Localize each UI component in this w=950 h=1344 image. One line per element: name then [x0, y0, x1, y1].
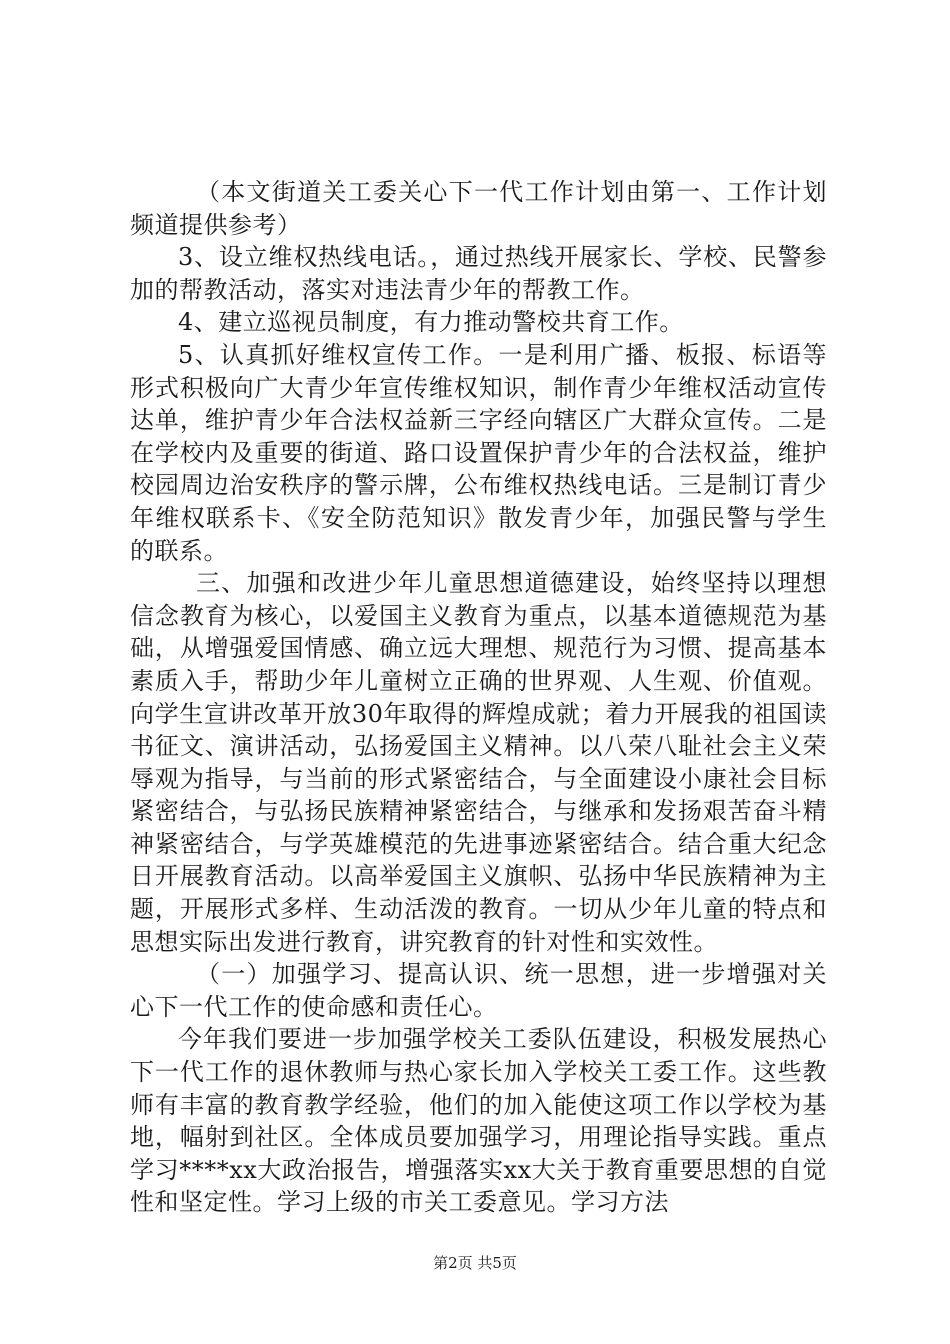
- paragraph-source-note: （本文街道关工委关心下一代工作计划由第一、工作计划频道提供参考）: [130, 178, 827, 239]
- paragraph-subsection-1: （一）加强学习、提高认识、统一思想，进一步增强对关心下一代工作的使命感和责任心。: [130, 960, 827, 1021]
- paragraph-item-5: 5、认真抓好维权宣传工作。一是利用广播、板报、标语等形式积极向广大青少年宣传维权知识，制作青少年维权活动宣传达单，维护青少年合法权益新三字经向辖区广大群众宣传。二是在学校内及重要的街道、路口设置保护青少年的合法权益，维护校园周边治安秩序的警示牌，公布维权热线电话。三是制订青少年维权联系卡、《安全防范知识》散发青少年，加强民警与学生的联系。: [130, 340, 827, 565]
- paragraph-section-3: 三、加强和改进少年儿童思想道德建设，始终坚持以理想信念教育为核心，以爱国主义教育为重点，以基本道德规范为基础，从增强爱国情感、确立远大理想、规范行为习惯、提高基本素质入手，帮助少年儿童树立正确的世界观、人生观、价值观。向学生宣讲改革开放30年取得的辉煌成就；着力开展我的祖国读书征文、演讲活动，弘扬爱国主义精神。以八荣八耻社会主义荣辱观为指导，与当前的形式紧密结合，与全面建设小康社会目标紧密结合，与弘扬民族精神紧密结合，与继承和发扬艰苦奋斗精神紧密结合，与学英雄模范的先进事迹紧密结合。结合重大纪念日开展教育活动。以高举爱国主义旗帜、弘扬中华民族精神为主题，开展形式多样、生动活泼的教育。一切从少年儿童的特点和思想实际出发进行教育，讲究教育的针对性和实效性。: [130, 569, 827, 956]
- page-number-footer: 第2页 共5页: [433, 1254, 517, 1272]
- paragraph-item-3: 3、设立维权热线电话。，通过热线开展家长、学校、民警参加的帮教活动，落实对违法青少年的帮教工作。: [130, 243, 827, 304]
- paragraph-item-4: 4、建立巡视员制度，有力推动警校共育工作。: [178, 308, 684, 337]
- document-body: [130, 176, 827, 1219]
- paragraph-study-plan: 今年我们要进一步加强学校关工委队伍建设，积极发展热心下一代工作的退休教师与热心家长加入学校关工委工作。这些教师有丰富的教育教学经验，他们的加入能使这项工作以学校为基地，幅射到社区。全体成员要加强学习，用理论指导实践。重点学习****xx大政治报告，增强落实xx大关于教育重要思想的自觉性和坚定性。学习上级的市关工委意见。学习方法: [130, 1025, 827, 1217]
